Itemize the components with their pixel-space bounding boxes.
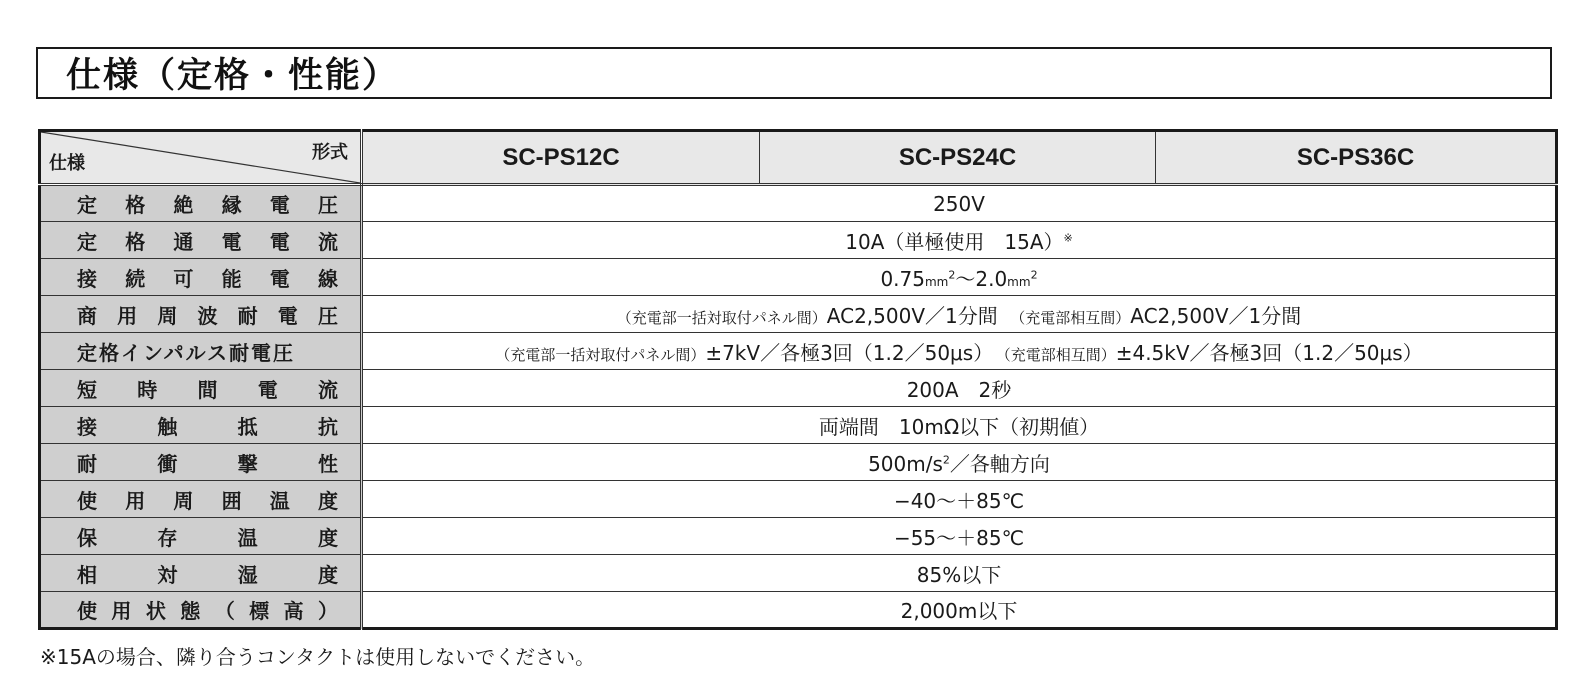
value-text: ／各軸方向 (949, 451, 1050, 476)
label-char: 時 (137, 377, 158, 402)
row-label (40, 370, 362, 407)
row-value (362, 333, 1557, 370)
label-char: 波 (197, 303, 218, 328)
table-row (40, 407, 1557, 444)
row-value: 250V (362, 185, 1557, 222)
label-char: 定 (77, 229, 97, 254)
table-row (40, 296, 1557, 333)
label-char: ） (317, 599, 338, 623)
label-char: 電 (221, 229, 242, 254)
label-char: 触 (157, 414, 178, 439)
label-char: 能 (221, 266, 242, 291)
table-row (40, 518, 1557, 555)
label-char: 電 (257, 377, 278, 402)
value-text: ～2.0 (955, 266, 1008, 291)
label-char: 定 (77, 193, 97, 217)
label-char: 使 (77, 599, 97, 623)
label-char: 可 (173, 266, 194, 291)
row-value: −40～＋85℃ (362, 481, 1557, 518)
label-char: 電 (269, 229, 290, 254)
label-char: 短 (77, 377, 97, 402)
condition-text: （充電部一括対取付パネル間） (495, 345, 706, 364)
table-row (40, 222, 1557, 259)
row-label (40, 259, 362, 296)
label-char: 用 (111, 599, 132, 623)
value-text: ±7kV／各極3回（1.2／50μs） (705, 340, 984, 365)
row-value (362, 222, 1557, 259)
superscript: 2 (942, 452, 950, 466)
footnote: ※15Aの場合、隣り合うコンタクトは使用しないでください。 (40, 645, 596, 669)
row-label (40, 481, 362, 518)
row-value (362, 444, 1557, 481)
label-char: 圧 (317, 193, 338, 217)
row-label (40, 592, 362, 629)
label-char: 接 (77, 266, 97, 291)
label-char: 衝 (157, 451, 178, 476)
condition-text: （充電部相互間） (1017, 308, 1131, 327)
table-row (40, 555, 1557, 592)
label-char: 標 (249, 599, 270, 623)
label-char: 使 (77, 488, 97, 513)
section-heading-box (36, 47, 1552, 99)
row-label (40, 222, 362, 259)
row-label (40, 555, 362, 592)
label-char: （ (214, 599, 235, 623)
superscript: 2 (1030, 267, 1038, 281)
table-row (40, 185, 1557, 222)
row-value: 85%以下 (362, 555, 1557, 592)
label-char: 保 (77, 525, 97, 550)
table-row (40, 259, 1557, 296)
row-label (40, 296, 362, 333)
label-char: 耐 (237, 303, 258, 328)
label-char: 続 (125, 266, 146, 291)
header-corner-cell (40, 131, 362, 185)
model-header-1: SC-PS12C (362, 131, 760, 185)
condition-text: （充電部相互間） (1003, 345, 1116, 364)
label-char: 格 (125, 229, 146, 254)
row-value: 両端間 10mΩ以下（初期値） (362, 407, 1557, 444)
label-char: 商 (77, 303, 97, 328)
row-value: 2,000m以下 (362, 592, 1557, 629)
label-char: 電 (277, 303, 298, 328)
label-char: 囲 (221, 488, 242, 513)
label-char: 温 (237, 525, 258, 550)
table-header-row (40, 131, 1557, 185)
condition-text: （充電部一括対取付パネル間） (616, 308, 827, 327)
label-char: 態 (180, 599, 201, 623)
label-char: 縁 (221, 193, 242, 217)
label-char: 間 (197, 377, 218, 402)
label-char: 線 (317, 266, 338, 291)
label-char: 温 (269, 488, 290, 513)
label-char: 湿 (237, 562, 258, 587)
row-value: −55～＋85℃ (362, 518, 1557, 555)
label-char: 接 (77, 414, 97, 439)
label-char: 性 (317, 451, 338, 476)
model-header-2: SC-PS24C (760, 131, 1156, 185)
row-value (362, 259, 1557, 296)
corner-model-label: 形式 (312, 142, 348, 163)
table-row (40, 370, 1557, 407)
unit-text: mm (924, 274, 949, 289)
label-char: 抗 (317, 414, 338, 439)
value-text: AC2,500V／1分間 (1130, 303, 1302, 328)
label-text: 定格インパルス耐電圧 (77, 340, 295, 365)
label-char: 流 (317, 229, 338, 254)
footnote-mark: ※ (1063, 230, 1073, 244)
value-text: 500m/s (868, 451, 943, 476)
label-char: 周 (157, 303, 178, 328)
row-label (40, 518, 362, 555)
row-label (40, 407, 362, 444)
label-char: 撃 (237, 451, 258, 476)
row-value (362, 296, 1557, 333)
label-char: 高 (283, 599, 304, 623)
label-char: 度 (317, 525, 338, 550)
label-char: 抵 (237, 414, 258, 439)
table-row (40, 592, 1557, 629)
label-char: 耐 (77, 451, 97, 476)
value-text: 10A（単極使用 15A） (845, 229, 1064, 254)
superscript: 2 (948, 267, 956, 281)
corner-spec-label: 仕様 (49, 153, 85, 174)
row-label (40, 333, 362, 370)
label-char: 電 (269, 266, 290, 291)
label-char: 用 (125, 488, 146, 513)
label-char: 格 (125, 193, 146, 217)
label-char: 存 (157, 525, 178, 550)
unit-text: mm (1007, 274, 1031, 289)
table-row (40, 481, 1557, 518)
row-value: 200A 2秒 (362, 370, 1557, 407)
row-label (40, 444, 362, 481)
label-char: 周 (173, 488, 194, 513)
spec-table (38, 129, 1558, 630)
label-char: 度 (317, 562, 338, 587)
section-heading: 仕様（定格・性能） (66, 56, 400, 96)
table-row (40, 444, 1557, 481)
value-text: ±4.5kV／各極3回（1.2／50μs） (1115, 340, 1423, 365)
label-char: 対 (157, 562, 178, 587)
label-char: 電 (269, 193, 290, 217)
label-char: 圧 (317, 303, 338, 328)
label-char: 流 (318, 377, 338, 402)
row-label (40, 185, 362, 222)
label-char: 状 (145, 599, 166, 623)
label-char: 通 (173, 229, 194, 254)
value-text: 0.75 (880, 266, 925, 291)
label-char: 度 (317, 488, 338, 513)
label-char: 相 (77, 562, 97, 587)
value-text: AC2,500V／1分間 (826, 303, 998, 328)
label-char: 絶 (173, 193, 194, 217)
label-char: 用 (117, 303, 138, 328)
table-row (40, 333, 1557, 370)
model-header-3: SC-PS36C (1156, 131, 1557, 185)
